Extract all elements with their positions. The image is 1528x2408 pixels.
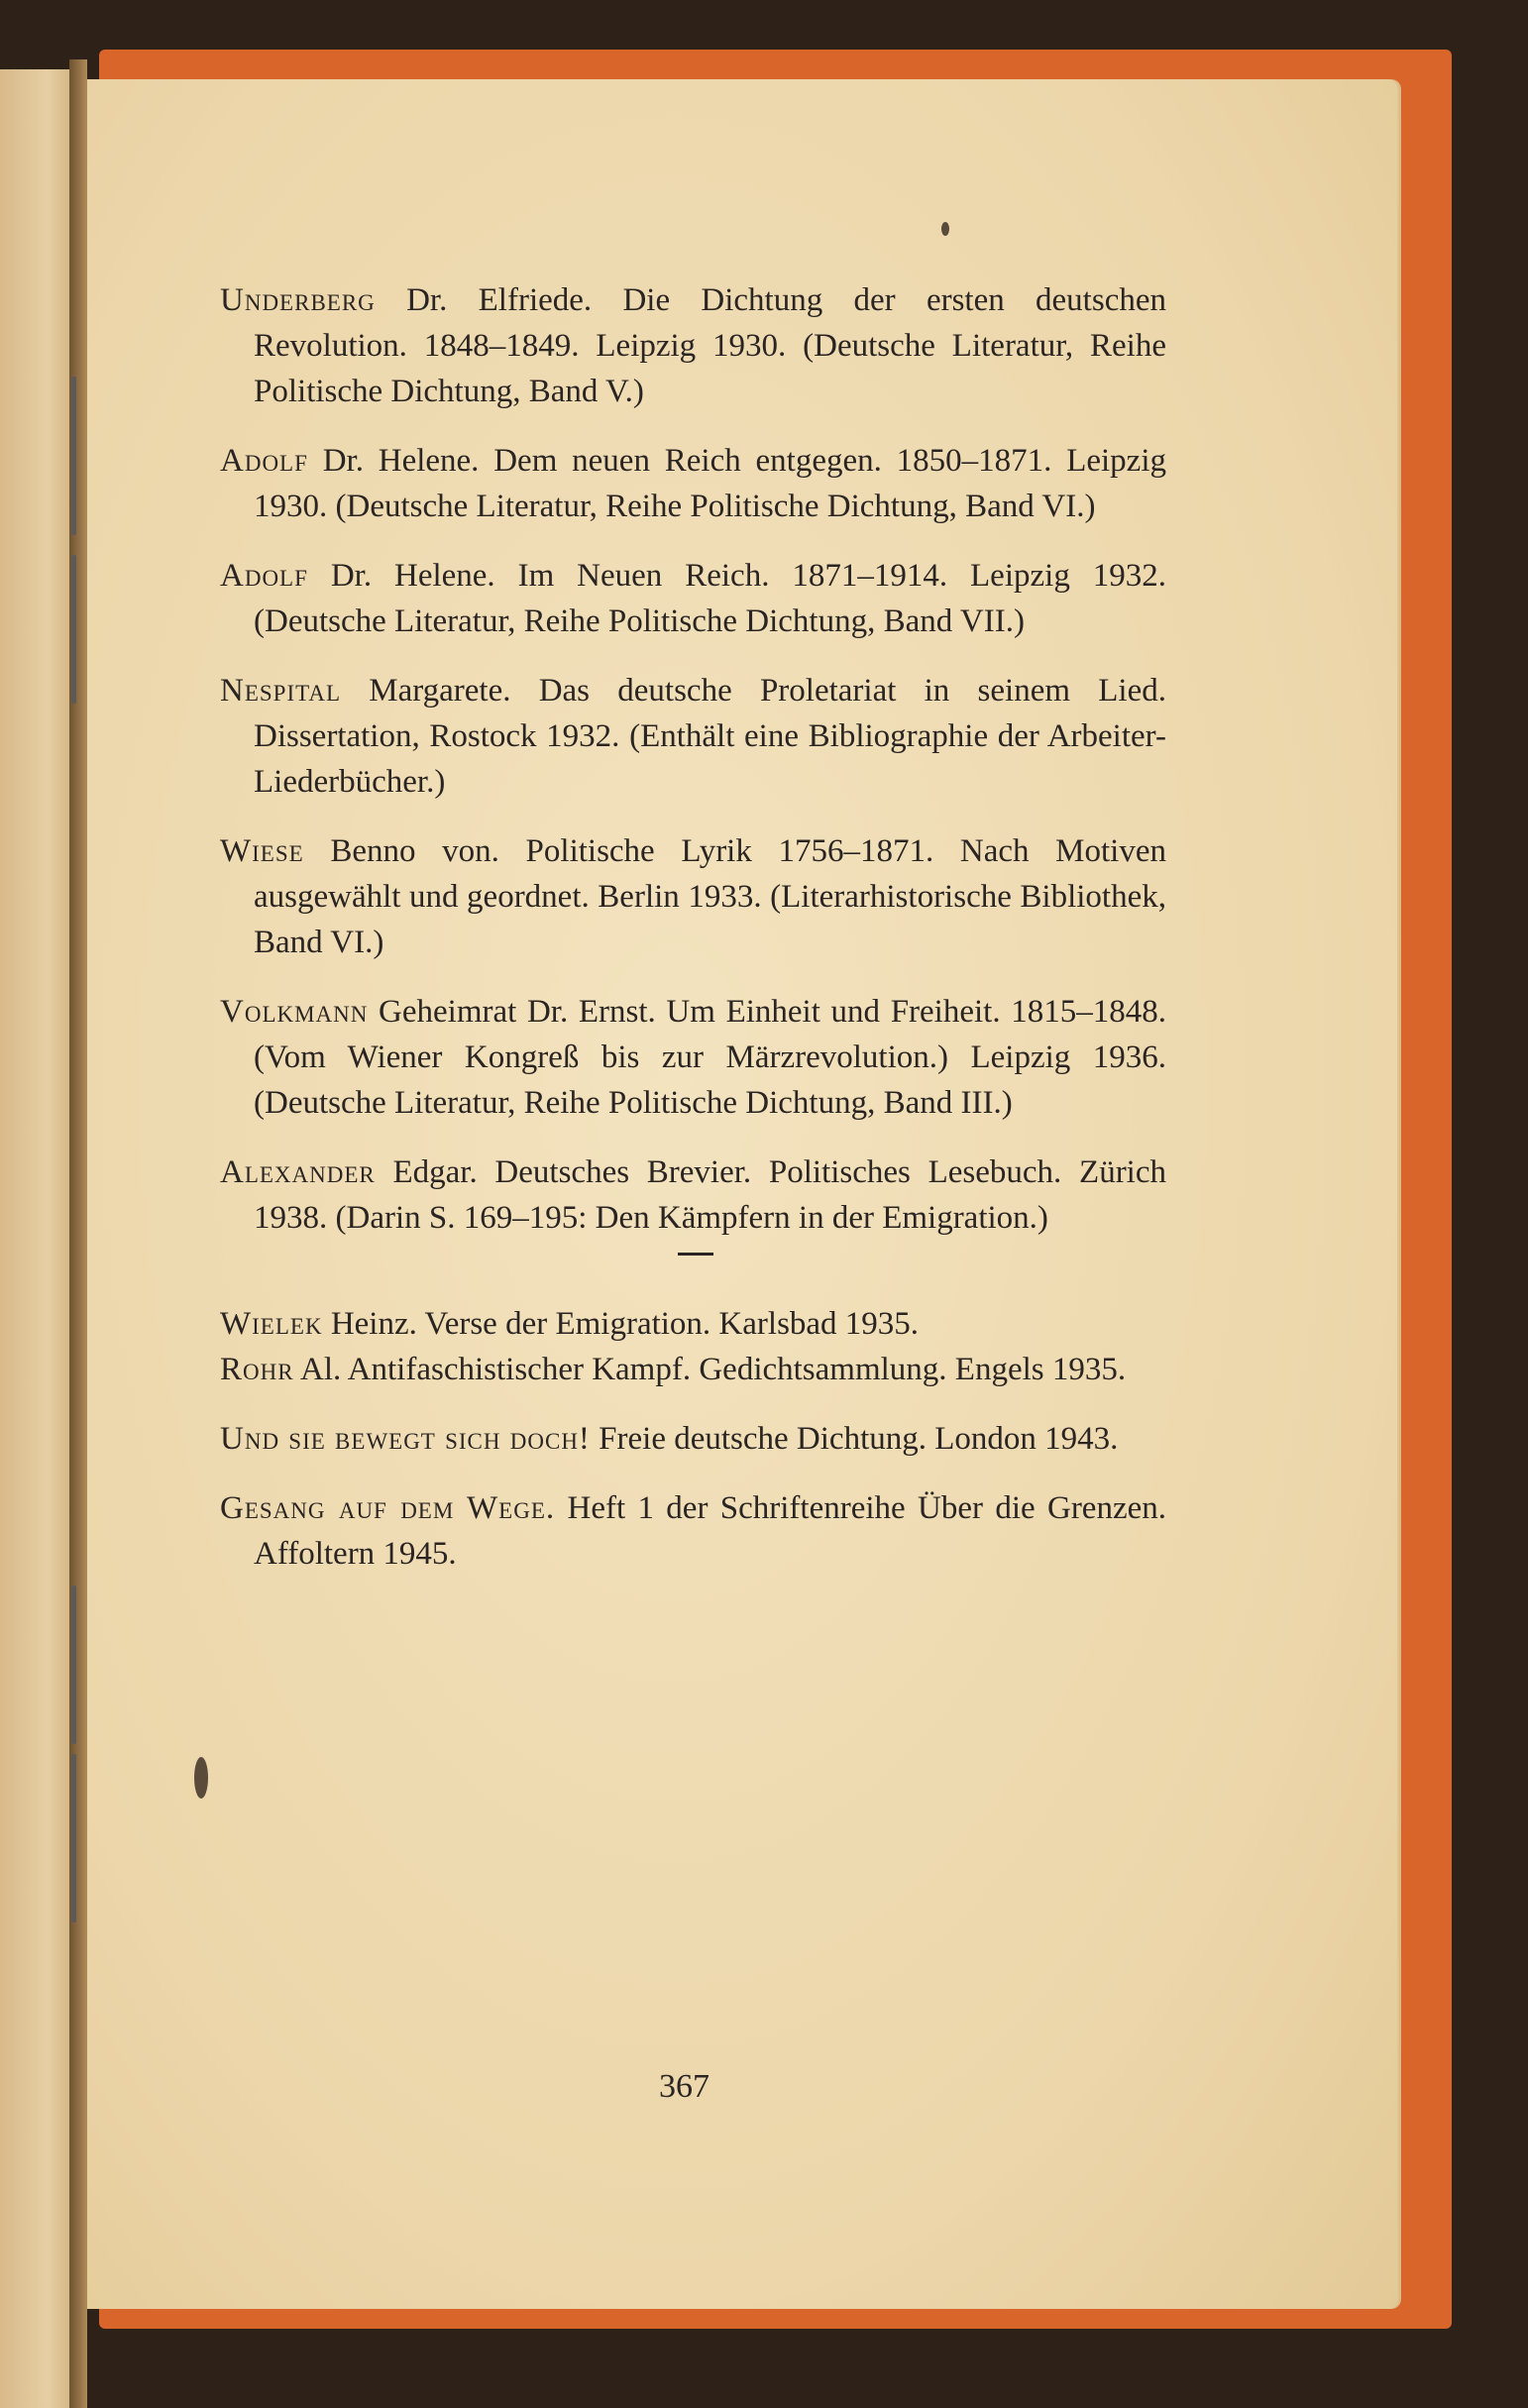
entry-text: Heinz. Verse der Emigration. Karlsbad 1935. (322, 1306, 920, 1342)
bibliography-entry (220, 1347, 1166, 1392)
entry-author: Und sie bewegt sich doch! (220, 1421, 591, 1457)
entry-text: Benno von. Politische Lyrik 1756–1871. Nach Motiven ausgewählt und geordnet. Berlin 1933. (Literarhistorische Bibliothek, Band VI.) (254, 833, 1166, 960)
bibliography-entry (220, 1149, 1166, 1241)
entry-author: Adolf (220, 558, 308, 594)
entry-text: Edgar. Deutsches Brevier. Politisches Lesebuch. Zürich 1938. (Darin S. 169–195: Den Kämpfern in der Emigration.) (254, 1154, 1166, 1236)
binding-stitch (71, 1754, 76, 1922)
bibliography-entry (220, 553, 1166, 644)
entry-text: Al. Antifaschistischer Kampf. Gedichtsammlung. Engels 1935. (293, 1352, 1127, 1387)
bibliography-entry (220, 1485, 1166, 1577)
entry-author: Adolf (220, 443, 308, 479)
binding-stitch (71, 1586, 76, 1744)
bibliography-text (220, 277, 1166, 1577)
entry-author: Gesang auf dem Wege. (220, 1490, 556, 1526)
entry-text: Heft 1 der Schriftenreihe Über die Grenzen. Affoltern 1945. (254, 1490, 1167, 1572)
entry-text: Dr. Helene. Im Neuen Reich. 1871–1914. Leipzig 1932. (Deutsche Literatur, Reihe Politische Dichtung, Band VII.) (254, 558, 1166, 639)
bibliography-entry (220, 828, 1166, 965)
facing-page-edge (0, 69, 79, 2408)
entry-author: Underberg (220, 282, 376, 318)
entry-text: Geheimrat Dr. Ernst. Um Einheit und Freiheit. 1815–1848. (Vom Wiener Kongreß bis zur Märzrevolution.) Leipzig 1936. (Deutsche Literatur, Reihe Politische Dichtung, Band III.) (254, 994, 1166, 1121)
bibliography-entry (220, 989, 1166, 1126)
entry-text: Margarete. Das deutsche Proletariat in seinem Lied. Dissertation, Rostock 1932. (Enthält eine Bibliographie der Arbeiter-Liederbücher.) (254, 673, 1166, 800)
bibliography-entry (220, 438, 1166, 529)
bibliography-entry (220, 1416, 1166, 1462)
ink-speck (941, 222, 949, 236)
section-divider (678, 1253, 713, 1256)
entry-text: Dr. Helene. Dem neuen Reich entgegen. 1850–1871. Leipzig 1930. (Deutsche Literatur, Reihe Politische Dichtung, Band VI.) (254, 443, 1166, 524)
page-number: 367 (659, 2068, 709, 2105)
entry-text: Dr. Elfriede. Die Dichtung der ersten deutschen Revolution. 1848–1849. Leipzig 1930. (Deutsche Literatur, Reihe Politische Dichtung, Band V.) (254, 282, 1166, 409)
entry-author: Volkmann (220, 994, 369, 1030)
entry-author: Rohr (220, 1352, 294, 1387)
entry-author: Wiese (220, 833, 304, 869)
bibliography-entry (220, 668, 1166, 805)
binding-stitch (71, 377, 76, 535)
entry-author: Alexander (220, 1154, 376, 1190)
bibliography-entry (220, 277, 1166, 414)
ink-stain (194, 1757, 208, 1799)
entry-author: Nespital (220, 673, 341, 709)
bibliography-entry (220, 1301, 1166, 1347)
entry-text: Freie deutsche Dichtung. London 1943. (590, 1421, 1119, 1457)
binding-stitch (71, 555, 76, 704)
entry-author: Wielek (220, 1306, 323, 1342)
